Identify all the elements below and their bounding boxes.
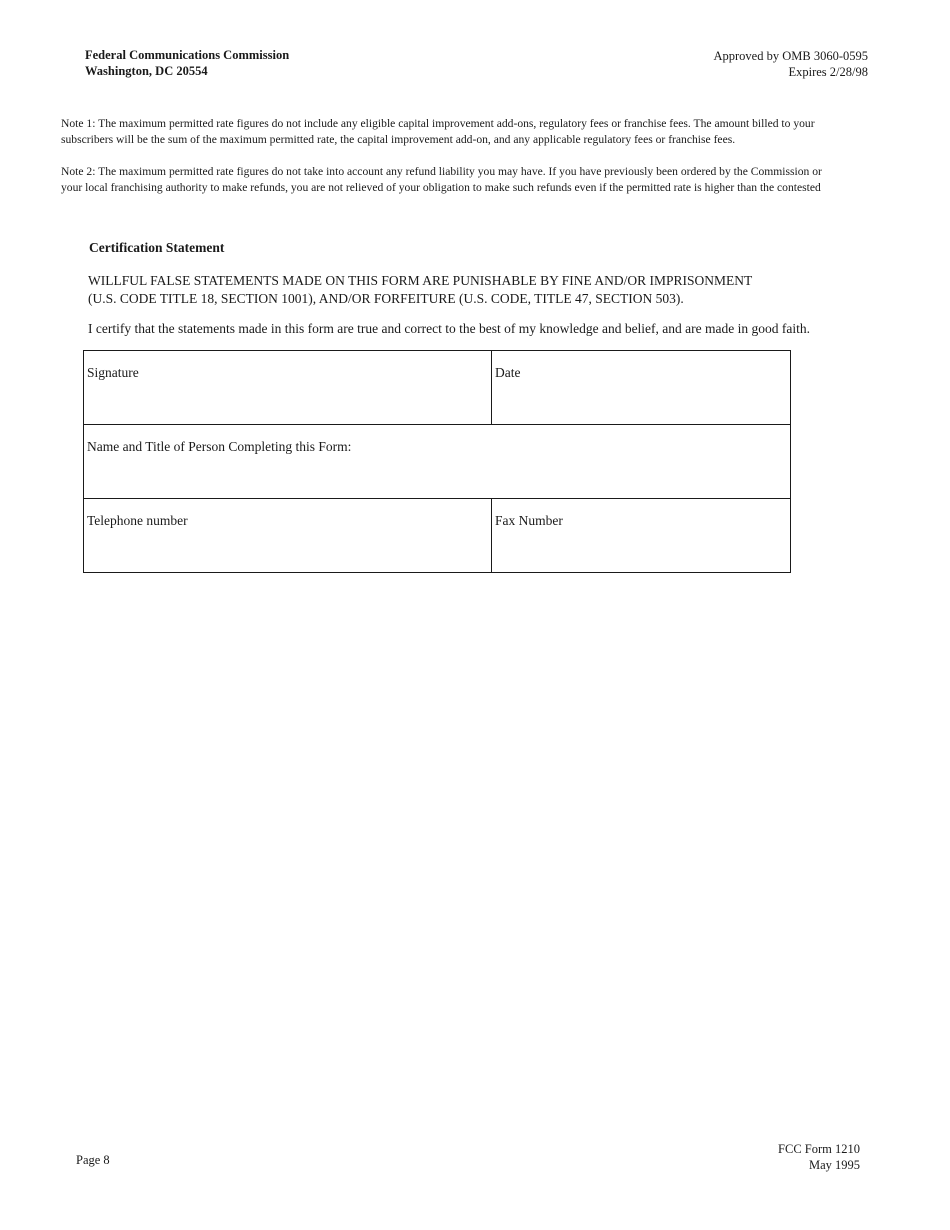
signature-table	[83, 350, 791, 573]
fax-field[interactable]	[492, 499, 791, 573]
page-number: Page 8	[76, 1153, 110, 1167]
note-2	[61, 164, 901, 196]
note-2-line-1: Note 2: The maximum permitted rate figures do not take into account any refund liability you may have. If you have previously been ordered by the Commission or	[61, 165, 822, 178]
penalty-warning-line-2: (U.S. CODE TITLE 18, SECTION 1001), AND/OR FORFEITURE (U.S. CODE, TITLE 47, SECTION 503).	[88, 291, 684, 306]
table-row	[84, 425, 791, 499]
signature-label: Signature	[87, 365, 139, 380]
form-identifier	[778, 1141, 860, 1173]
table-row	[84, 499, 791, 573]
agency-block	[85, 47, 289, 79]
note-1-line-1: Note 1: The maximum permitted rate figures do not include any eligible capital improvement add-ons, regulatory fees or franchise fees. The amount billed to your	[61, 117, 815, 130]
penalty-warning	[88, 272, 752, 308]
fax-label: Fax Number	[495, 513, 563, 528]
name-title-field[interactable]	[84, 425, 791, 499]
certification-heading: Certification Statement	[89, 240, 225, 255]
note-1-line-2: subscribers will be the sum of the maximum permitted rate, the capital improvement add-on, and any applicable regulatory fees or franchise fees.	[61, 133, 736, 146]
form-name: FCC Form 1210	[778, 1142, 860, 1156]
omb-approval-block	[713, 48, 868, 80]
date-label: Date	[495, 365, 521, 380]
penalty-warning-line-1: WILLFUL FALSE STATEMENTS MADE ON THIS FORM ARE PUNISHABLE BY FINE AND/OR IMPRISONMENT	[88, 273, 753, 288]
table-row	[84, 351, 791, 425]
omb-number: Approved by OMB 3060-0595	[713, 49, 868, 63]
signature-field[interactable]	[84, 351, 492, 425]
agency-address: Washington, DC 20554	[85, 64, 208, 78]
date-field[interactable]	[492, 351, 791, 425]
certification-statement: I certify that the statements made in this form are true and correct to the best of my knowledge and belief, and are made in good faith.	[88, 321, 810, 336]
telephone-field[interactable]	[84, 499, 492, 573]
agency-name: Federal Communications Commission	[85, 48, 290, 62]
note-2-line-2: your local franchising authority to make refunds, you are not relieved of your obligation to make such refunds even if the permitted rate is higher than the contested	[61, 181, 821, 194]
note-1	[61, 116, 901, 148]
telephone-label: Telephone number	[87, 513, 188, 528]
form-date: May 1995	[808, 1158, 860, 1172]
name-title-label: Name and Title of Person Completing this Form:	[87, 439, 352, 454]
omb-expiration: Expires 2/28/98	[788, 65, 868, 79]
